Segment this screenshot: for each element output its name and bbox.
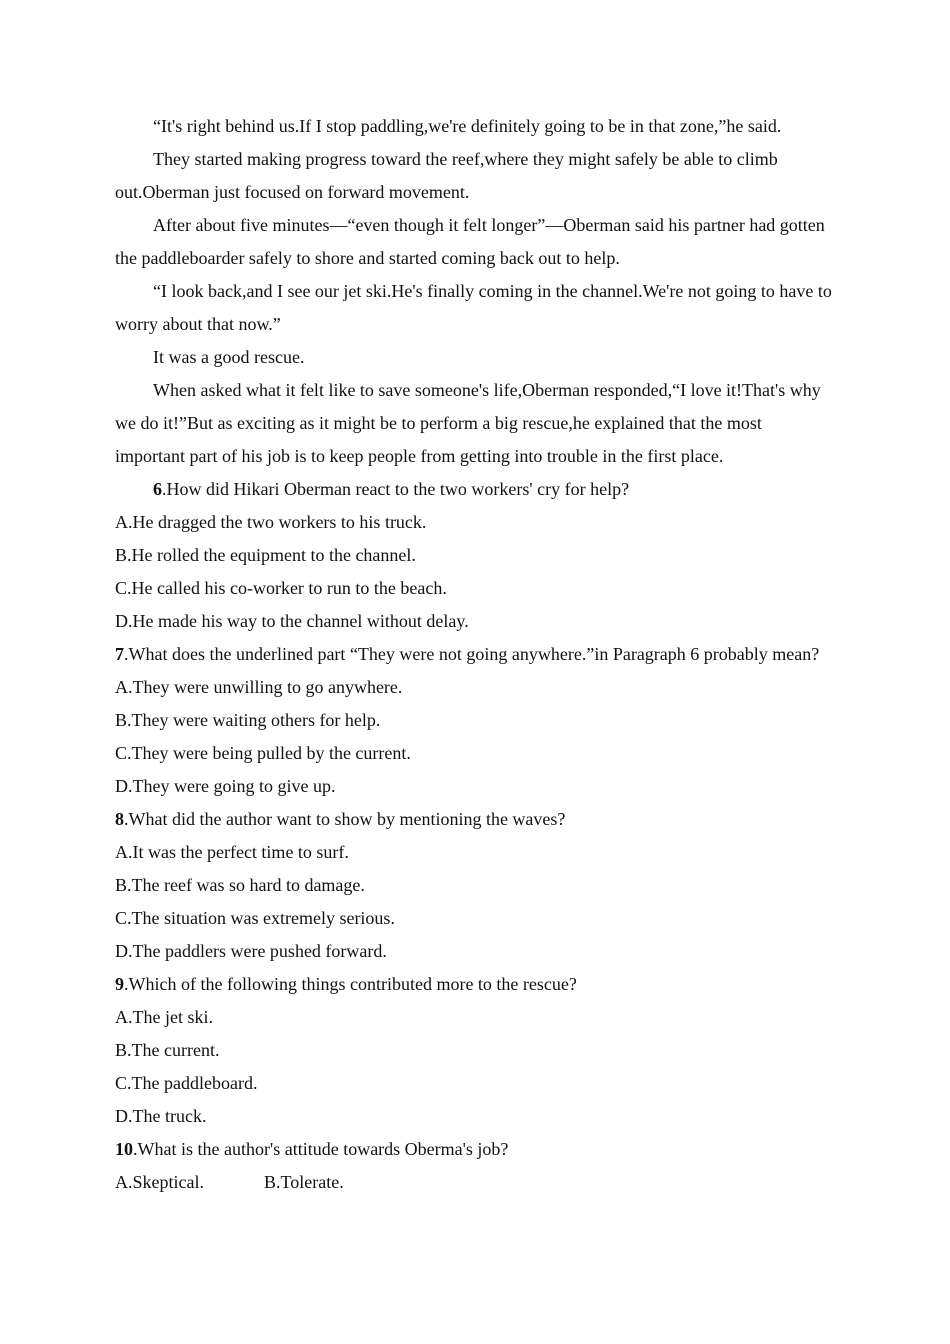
paragraph-6: When asked what it felt like to save someone's life,Oberman responded,“I love it!That's why we do it!”But as exciting as it might be to perform a big rescue,he explained that the most important part of his job is to keep people from getting into trouble in the first place. [115,380,821,466]
question-number: 10 [115,1139,133,1159]
question-6-stem [115,473,833,506]
question-text: .What does the underlined part “They were not going anywhere.”in Paragraph 6 probably mean? [124,644,820,664]
question-text: .What did the author want to show by mentioning the waves? [124,809,566,829]
question-10-option-b: B.Tolerate. [264,1172,344,1192]
question-8 [115,803,833,968]
question-6-option-d: D.He made his way to the channel without delay. [115,611,469,631]
question-7-stem [115,638,833,671]
question-8-stem [115,803,833,836]
question-number: 7 [115,644,124,664]
question-10 [115,1133,833,1199]
question-text: .How did Hikari Oberman react to the two workers' cry for help? [162,479,630,499]
question-10-option-a: A.Skeptical. [115,1172,204,1192]
question-10-options-row [115,1166,833,1199]
question-10-stem [115,1133,833,1166]
paragraph-2: They started making progress toward the reef,where they might safely be able to climb out.Oberman just focused on forward movement. [115,149,778,202]
question-text: .What is the author's attitude towards Oberma's job? [133,1139,509,1159]
question-6-option-b: B.He rolled the equipment to the channel. [115,545,416,565]
question-7-option-a: A.They were unwilling to go anywhere. [115,677,403,697]
question-6-option-a: A.He dragged the two workers to his truck. [115,512,427,532]
question-7-option-c: C.They were being pulled by the current. [115,743,411,763]
question-9-option-c: C.The paddleboard. [115,1073,258,1093]
question-text: .Which of the following things contributed more to the rescue? [124,974,577,994]
question-6-option-c: C.He called his co-worker to run to the beach. [115,578,447,598]
question-8-option-c: C.The situation was extremely serious. [115,908,395,928]
question-8-option-b: B.The reef was so hard to damage. [115,875,365,895]
question-6 [115,473,833,638]
question-9-option-d: D.The truck. [115,1106,207,1126]
question-9-stem [115,968,833,1001]
paragraph-3: After about five minutes—“even though it felt longer”—Oberman said his partner had gotten the paddleboarder safely to shore and started coming back out to help. [115,215,825,268]
question-number: 9 [115,974,124,994]
paragraph-5: It was a good rescue. [153,347,305,367]
question-9 [115,968,833,1133]
question-7 [115,638,833,803]
document-page [115,110,833,1199]
question-7-option-b: B.They were waiting others for help. [115,710,381,730]
question-number: 6 [153,479,162,499]
paragraph-1: “It's right behind us.If I stop paddling,we're definitely going to be in that zone,”he said. [153,116,782,136]
question-8-option-d: D.The paddlers were pushed forward. [115,941,387,961]
question-9-option-b: B.The current. [115,1040,220,1060]
question-7-option-d: D.They were going to give up. [115,776,336,796]
paragraph-4: “I look back,and I see our jet ski.He's finally coming in the channel.We're not going to have to worry about that now.” [115,281,832,334]
question-9-option-a: A.The jet ski. [115,1007,213,1027]
question-number: 8 [115,809,124,829]
question-8-option-a: A.It was the perfect time to surf. [115,842,349,862]
